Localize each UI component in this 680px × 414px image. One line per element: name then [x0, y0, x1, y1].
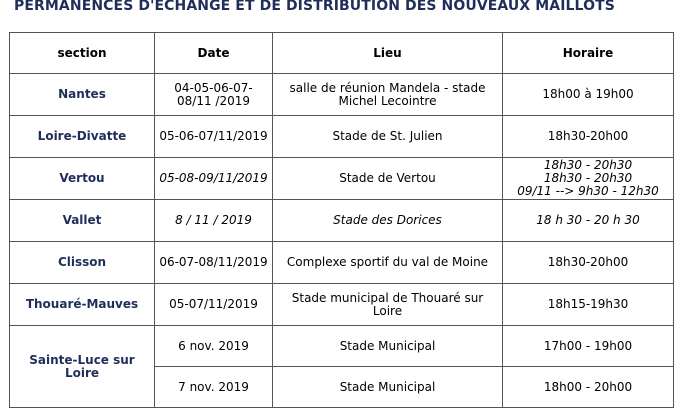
- section-cell: Vallet: [10, 200, 155, 242]
- table-row: [10, 284, 674, 326]
- section-cell: Clisson: [10, 242, 155, 284]
- horaire-cell: 17h00 - 19h00: [503, 326, 674, 367]
- horaire-line: 18h30 - 20h30: [543, 171, 633, 185]
- horaire-cell: 18 h 30 - 20 h 30: [503, 200, 674, 242]
- horaire-cell: 18h15-19h30: [503, 284, 674, 326]
- section-cell: Nantes: [10, 74, 155, 116]
- horaire-cell: 18h00 - 20h00: [503, 367, 674, 408]
- section-cell: Loire-Divatte: [10, 116, 155, 158]
- date-cell: 8 / 11 / 2019: [155, 200, 273, 242]
- date-cell: 05-08-09/11/2019: [155, 158, 273, 200]
- header-date: Date: [155, 33, 273, 74]
- lieu-cell: Stade de St. Julien: [273, 116, 503, 158]
- page-title: PERMANENCES D'ECHANGE ET DE DISTRIBUTION DES NOUVEAUX MAILLOTS: [14, 0, 615, 14]
- date-cell: 05-07/11/2019: [155, 284, 273, 326]
- date-cell: 04-05-06-07-08/11 /2019: [155, 74, 273, 116]
- date-cell: 06-07-08/11/2019: [155, 242, 273, 284]
- table-row: [10, 242, 674, 284]
- table-row: [10, 74, 674, 116]
- horaire-line: 09/11 --> 9h30 - 12h30: [517, 184, 659, 198]
- table-row: [10, 200, 674, 242]
- lieu-cell: Stade Municipal: [273, 326, 503, 367]
- section-cell: Thouaré-Mauves: [10, 284, 155, 326]
- table-row: [10, 158, 674, 200]
- date-cell: 7 nov. 2019: [155, 367, 273, 408]
- date-cell: 6 nov. 2019: [155, 326, 273, 367]
- horaire-cell: 18h30-20h00: [503, 116, 674, 158]
- horaire-cell: 18h00 à 19h00: [503, 74, 674, 116]
- date-cell: 05-06-07/11/2019: [155, 116, 273, 158]
- horaire-line: 18h30 - 20h30: [543, 158, 633, 172]
- lieu-cell: Complexe sportif du val de Moine: [273, 242, 503, 284]
- horaire-cell: 18h30-20h00: [503, 242, 674, 284]
- lieu-cell: Stade Municipal: [273, 367, 503, 408]
- table-row: [10, 326, 674, 367]
- horaire-cell: [503, 158, 674, 200]
- lieu-cell: Stade des Dorices: [273, 200, 503, 242]
- table-row: [10, 116, 674, 158]
- distribution-table: [9, 32, 674, 408]
- table-header-row: [10, 33, 674, 74]
- header-lieu: Lieu: [273, 33, 503, 74]
- lieu-cell: Stade de Vertou: [273, 158, 503, 200]
- section-cell: Vertou: [10, 158, 155, 200]
- lieu-cell: salle de réunion Mandela - stade Michel Lecointre: [273, 74, 503, 116]
- section-cell: Sainte-Luce sur Loire: [10, 326, 155, 408]
- header-horaire: Horaire: [503, 33, 674, 74]
- lieu-cell: Stade municipal de Thouaré sur Loire: [273, 284, 503, 326]
- header-section: section: [10, 33, 155, 74]
